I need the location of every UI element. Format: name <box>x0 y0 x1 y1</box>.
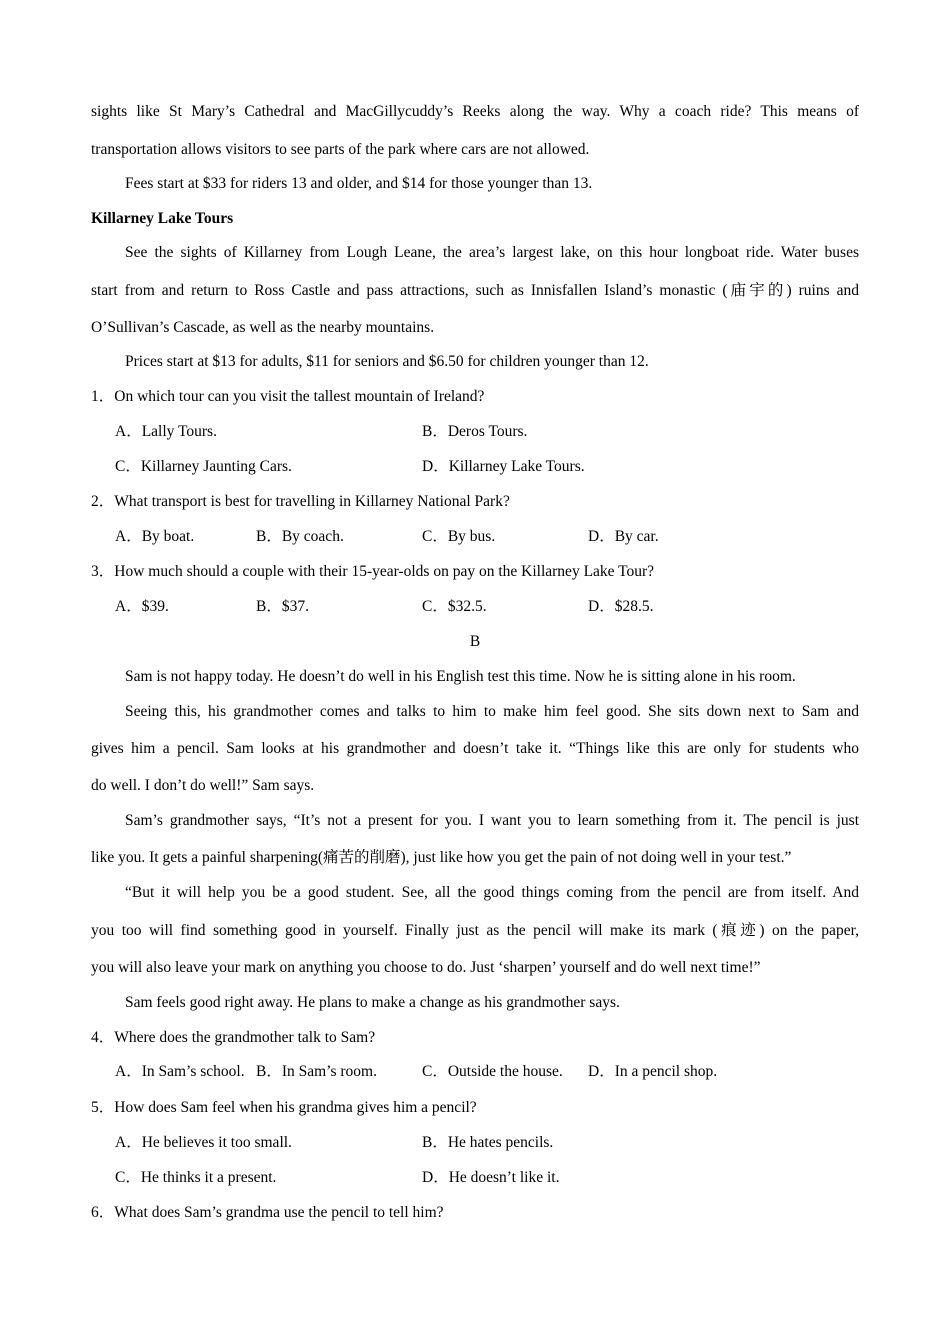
story-paragraph-3-line2: like you. It gets a painful sharpening(痛苦的削磨), just like how you get the pain of not doing well in your test.” <box>91 849 792 866</box>
lake-tours-heading: Killarney Lake Tours <box>91 210 234 227</box>
lake-paragraph-line1: See the sights of Killarney from Lough Leane, the area’s largest lake, on this hour longboat ride. Water buses <box>125 244 859 261</box>
question-1-option-a[interactable]: A．Lally Tours. <box>115 423 217 440</box>
question-1-option-b[interactable]: B．Deros Tours. <box>422 423 528 440</box>
question-1-stem: 1．On which tour can you visit the tallest mountain of Ireland? <box>91 388 485 405</box>
story-paragraph-2-line1: Seeing this, his grandmother comes and talks to him to make him feel good. She sits down next to Sam and <box>125 703 859 720</box>
lake-prices: Prices start at $13 for adults, $11 for seniors and $6.50 for children younger than 12. <box>125 353 649 370</box>
story-paragraph-2-line2: gives him a pencil. Sam looks at his grandmother and doesn’t take it. “Things like this are only for students who <box>91 740 859 757</box>
question-4-option-d[interactable]: D．In a pencil shop. <box>588 1063 718 1080</box>
story-paragraph-4-line3: you will also leave your mark on anything you choose to do. Just ‘sharpen’ yourself and do well next time!” <box>91 959 761 976</box>
question-4-stem: 4．Where does the grandmother talk to Sam? <box>91 1029 376 1046</box>
question-5-option-c[interactable]: C．He thinks it a present. <box>115 1169 277 1186</box>
story-paragraph-4-line1: “But it will help you be a good student. See, all the good things coming from the pencil are from itself. And <box>125 884 859 901</box>
story-paragraph-5: Sam feels good right away. He plans to make a change as his grandmother says. <box>125 994 620 1011</box>
section-b-label: B <box>469 633 481 650</box>
question-5-option-d[interactable]: D．He doesn’t like it. <box>422 1169 560 1186</box>
question-3-stem: 3．How much should a couple with their 15-year-olds on pay on the Killarney Lake Tour? <box>91 563 655 580</box>
question-1-option-c[interactable]: C．Killarney Jaunting Cars. <box>115 458 292 475</box>
question-3-option-c[interactable]: C．$32.5. <box>422 598 487 615</box>
question-4-option-a[interactable]: A．In Sam’s school. <box>115 1063 245 1080</box>
question-2-option-a[interactable]: A．By boat. <box>115 528 195 545</box>
question-4-option-c[interactable]: C．Outside the house. <box>422 1063 563 1080</box>
question-2-stem: 2．What transport is best for travelling in Killarney National Park? <box>91 493 510 510</box>
question-2-option-c[interactable]: C．By bus. <box>422 528 496 545</box>
story-paragraph-2-line3: do well. I don’t do well!” Sam says. <box>91 777 315 794</box>
coach-paragraph-line2: transportation allows visitors to see parts of the park where cars are not allowed. <box>91 141 590 158</box>
story-paragraph-4-line2: you too will find something good in yourself. Finally just as the pencil will make its mark (痕迹) on the paper, <box>91 922 859 939</box>
question-1-option-d[interactable]: D．Killarney Lake Tours. <box>422 458 585 475</box>
lake-paragraph-line3: O’Sullivan’s Cascade, as well as the nearby mountains. <box>91 319 435 336</box>
question-4-option-b[interactable]: B．In Sam’s room. <box>256 1063 377 1080</box>
question-5-option-b[interactable]: B．He hates pencils. <box>422 1134 554 1151</box>
coach-paragraph-line1: sights like St Mary’s Cathedral and MacGillycuddy’s Reeks along the way. Why a coach ride? This means of <box>91 103 859 120</box>
question-6-stem: 6．What does Sam’s grandma use the pencil to tell him? <box>91 1204 444 1221</box>
question-2-option-b[interactable]: B．By coach. <box>256 528 344 545</box>
story-paragraph-3-line1: Sam’s grandmother says, “It’s not a present for you. I want you to learn something from it. The pencil is just <box>125 812 859 829</box>
question-2-option-d[interactable]: D．By car. <box>588 528 659 545</box>
question-5-option-a[interactable]: A．He believes it too small. <box>115 1134 292 1151</box>
question-3-option-d[interactable]: D．$28.5. <box>588 598 654 615</box>
question-3-option-b[interactable]: B．$37. <box>256 598 309 615</box>
lake-paragraph-line2: start from and return to Ross Castle and pass attractions, such as Innisfallen Island’s monastic (庙宇的) ruins and <box>91 282 859 299</box>
question-5-stem: 5．How does Sam feel when his grandma gives him a pencil? <box>91 1099 477 1116</box>
coach-fees: Fees start at $33 for riders 13 and older, and $14 for those younger than 13. <box>125 175 593 192</box>
story-paragraph-1: Sam is not happy today. He doesn’t do well in his English test this time. Now he is sitting alone in his room. <box>125 668 796 685</box>
question-3-option-a[interactable]: A．$39. <box>115 598 169 615</box>
